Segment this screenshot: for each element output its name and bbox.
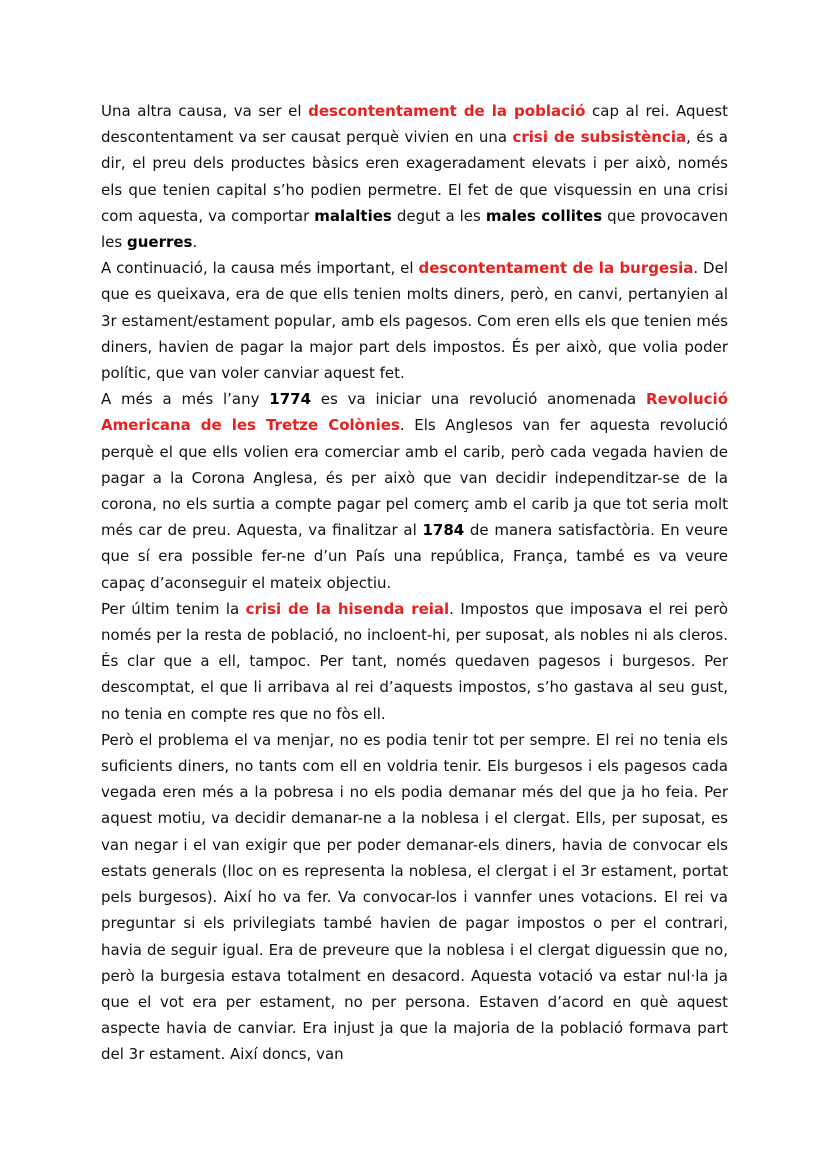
highlight-bourgeoisie-discontent: descontentament de la burgesia [418,259,694,278]
bold-year-1774: 1774 [269,390,312,409]
paragraph-estates-general: Però el problema el va menjar, no es podia tenir tot per sempre. El rei no tenia els suficients diners, no tants com ell en voldria tenir. Els burgesos i els pagesos cada vegada eren més a la pobresa i no els podia demanar més del que ja ho feia. Per aquest motiu, va decidir demanar-ne a la noblesa i el clergat. Ells, per suposat, es van negar i el van exigir que per poder demanar-els diners, havia de convocar els estats generals (lloc on es representa la noblesa, el clergat i el 3r estament, portat pels burgesos). Així ho va fer. Va convocar-los i vannfer unes votacions. El rei va preguntar si els privilegiats també havien de pagar impostos o per el contrari, havia de seguir igual. Era de preveure que la noblesa i el clergat diguessin que no, però la burgesia estava totalment en desacord. Aquesta votació va estar nul·la ja que el vot era per estament, no per persona. Estaven d’acord en què aquest aspecte havia de canviar. Era injust ja que la majoria de la població formava part del 3r estament. Així doncs, van [101,730,728,1064]
highlight-subsistence-crisis: crisi de subsistència [512,128,687,147]
bold-malalties: malalties [314,206,392,225]
document-body [101,98,728,1068]
paragraph-american-revolution: A més a més l’any 1774 es va iniciar una revolució anomenada Revolució Americana de les Tretze Colònies. Els Anglesos van fer aquesta revolució perquè el que ells volien era comerciar amb el carib, però cada vegada havien de pagar a la Corona Anglesa, és per això que van decidir independitzar-se de la corona, no els surtia a compte pagar pel comerç amb el carib ja que tot seria molt més car de preu. Aquesta, va finalitzar al 1784 de manera satisfactòria. En veure que sí era possible fer-ne d’un País una república, França, també es va veure capaç d’aconseguir el mateix objectiu. [101,390,728,592]
paragraph-royal-treasury-crisis: Per últim tenim la crisi de la hisenda reial. Impostos que imposava el rei però només per la resta de població, no incloent-hi, per suposat, als nobles ni als cleros. És clar que a ell, tampoc. Per tant, només quedaven pagesos i burgesos. Per descomptat, el que li arribava al rei d’aquests impostos, s’ho gastava al seu gust, no tenia en compte res que no fòs ell. [101,599,728,723]
highlight-royal-treasury-crisis: crisi de la hisenda reial [245,599,450,618]
paragraph-population-discontent: Una altra causa, va ser el descontentament de la població cap al rei. Aquest descontentament va ser causat perquè vivien en una crisi de subsistència, és a dir, el preu dels productes bàsics eren exageradament elevats i per això, només els que tenien capital s’ho podien permetre. El fet de que visquessin en una crisi com aquesta, va comportar malalties degut a les males collites que provocaven les guerres. [101,102,728,252]
bold-year-1784: 1784 [422,521,465,540]
bold-guerres: guerres [126,233,193,252]
paragraph-bourgeoisie-discontent: A continuació, la causa més important, el descontentament de la burgesia. Del que es queixava, era de que ells tenien molts diners, però, en canvi, pertanyien al 3r estament/estament popular, amb els pagesos. Com eren ells els que tenien més diners, havien de pagar la major part dels impostos. És per això, que volia poder polític, que van voler canviar aquest fet. [101,259,728,383]
highlight-american-revolution: Revolució Americana de les Tretze Colònies [101,390,728,435]
highlight-population-discontent: descontentament de la població [308,102,586,120]
bold-males-collites: males collites [485,206,603,225]
